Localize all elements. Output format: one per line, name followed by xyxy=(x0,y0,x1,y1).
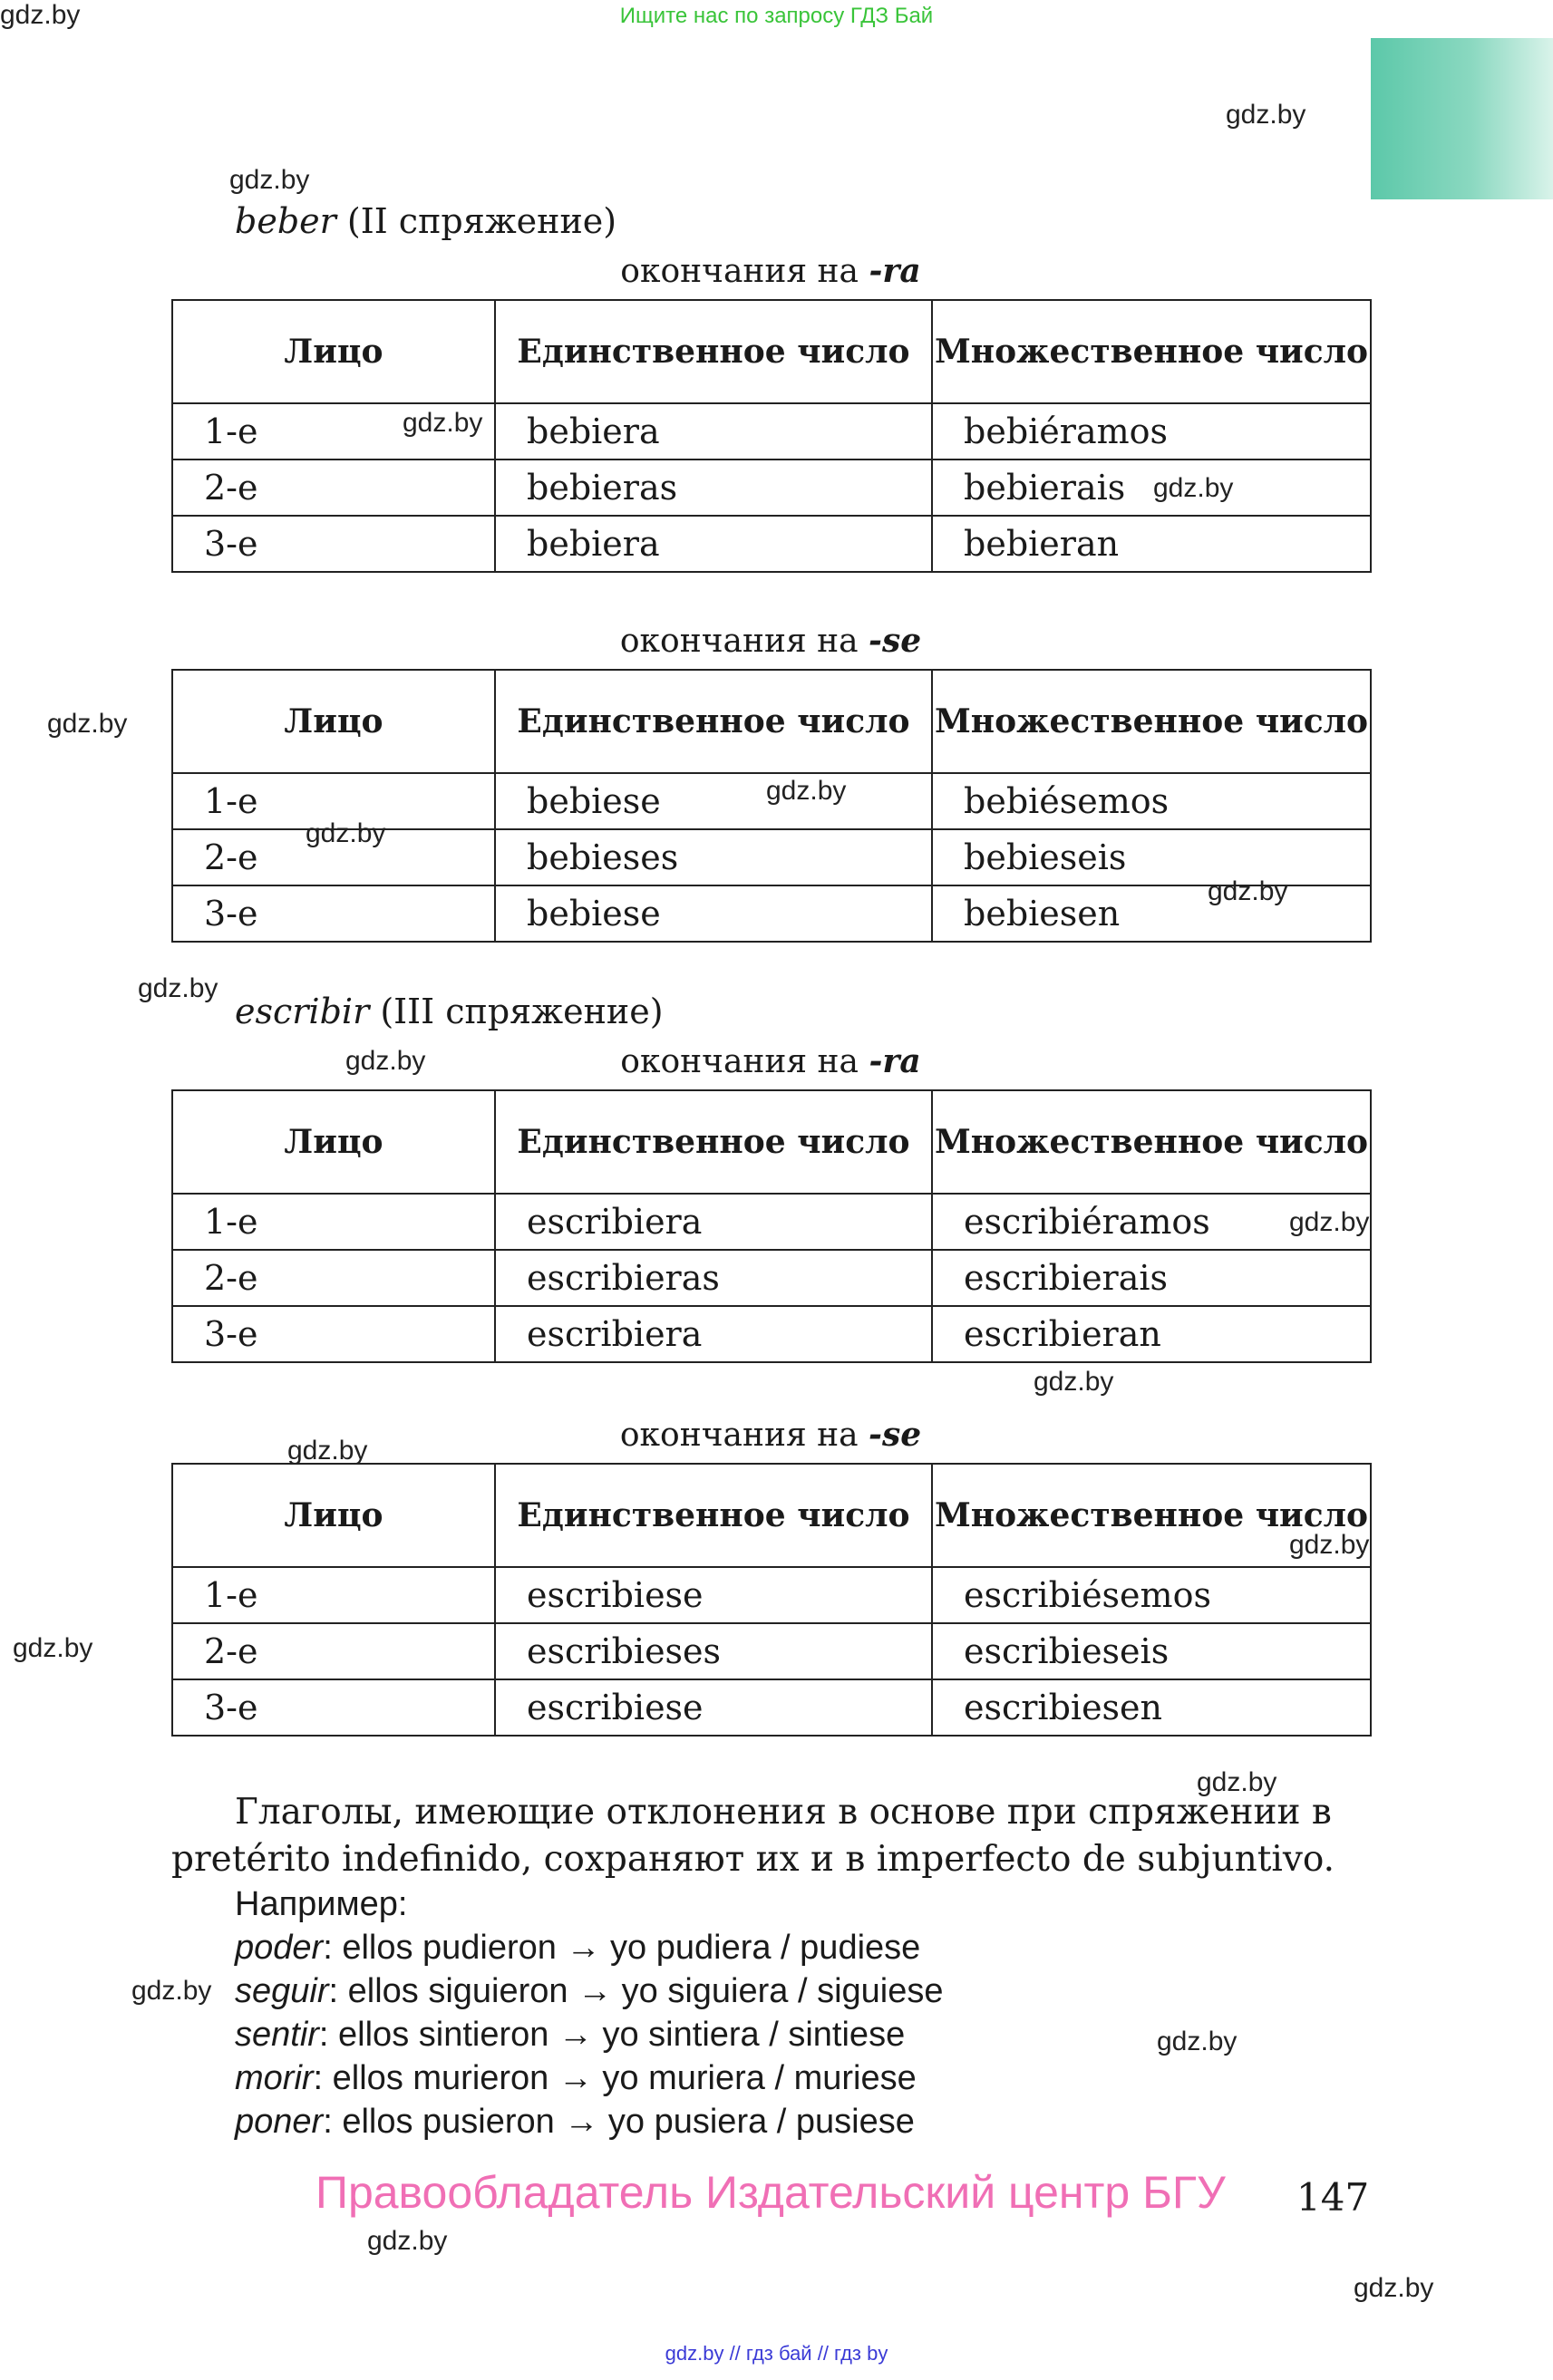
section-heading-beber xyxy=(235,201,616,241)
header-person: Лицо xyxy=(172,300,495,403)
header-person: Лицо xyxy=(172,670,495,773)
example-verb: sentir xyxy=(235,2016,319,2054)
conjugation-table-beber-ra xyxy=(171,299,1372,573)
conjugation-table-escribir-se xyxy=(171,1463,1372,1737)
header-singular: Единственное число xyxy=(495,1090,932,1194)
person-cell: 2-е xyxy=(172,1623,495,1679)
watermark: gdz.by xyxy=(131,1976,212,2006)
watermark: gdz.by xyxy=(345,1046,426,1076)
singular-cell: bebieses xyxy=(495,829,932,885)
watermark: gdz.by xyxy=(47,709,128,739)
watermark: gdz.by xyxy=(1208,876,1288,906)
rule-paragraph: Глаголы, имеющие отклонения в основе при спряжении в pretérito indefinido, сохраняют их и в imperfecto de subjuntivo. xyxy=(171,1792,1335,1880)
person-cell: 3-е xyxy=(172,1679,495,1736)
plural-cell: bebierais xyxy=(932,460,1371,516)
example-verb: morir xyxy=(235,2059,314,2097)
caption-prefix: окончания на xyxy=(619,623,869,660)
watermark: gdz.by xyxy=(766,776,847,806)
person-cell: 1-е xyxy=(172,1194,495,1250)
table-row xyxy=(172,1679,1371,1736)
singular-cell: bebiera xyxy=(495,516,932,572)
singular-cell: escribieses xyxy=(495,1623,932,1679)
header-person: Лицо xyxy=(172,1090,495,1194)
watermark: gdz.by xyxy=(367,2226,448,2256)
section-heading-escribir xyxy=(235,992,664,1031)
table-row xyxy=(172,516,1371,572)
singular-cell: bebiese xyxy=(495,773,932,829)
page-corner-decoration xyxy=(1371,38,1553,199)
singular-cell: bebiera xyxy=(495,403,932,460)
example-text: : ellos sintieron → yo sintiera / sintiese xyxy=(318,2016,906,2054)
person-cell: 3-е xyxy=(172,516,495,572)
plural-cell: escribierais xyxy=(932,1250,1371,1306)
person-cell: 2-е xyxy=(172,460,495,516)
plural-cell: bebiésemos xyxy=(932,773,1371,829)
singular-cell: bebiese xyxy=(495,885,932,942)
header-person: Лицо xyxy=(172,1464,495,1567)
table-row xyxy=(172,1194,1371,1250)
page-number: 147 xyxy=(1296,2175,1370,2220)
table-row xyxy=(172,1623,1371,1679)
watermark: gdz.by xyxy=(1157,2027,1238,2056)
example-label: Например: xyxy=(235,1885,408,1923)
conjugation-label: (III спряжение) xyxy=(369,992,664,1031)
ending-ra: -ra xyxy=(869,1042,921,1080)
top-banner[interactable]: Ищите нас по запросу ГДЗ Бай xyxy=(619,4,934,28)
watermark: gdz.by xyxy=(1153,473,1234,503)
watermark: gdz.by xyxy=(1226,100,1306,130)
table-row xyxy=(172,1306,1371,1362)
singular-cell: bebieras xyxy=(495,460,932,516)
watermark: gdz.by xyxy=(1197,1767,1277,1797)
table-caption-ra xyxy=(171,252,1370,290)
header-plural: Множественное число xyxy=(932,670,1371,773)
conjugation-table-escribir-ra xyxy=(171,1089,1372,1363)
plural-cell: bebiéramos xyxy=(932,403,1371,460)
watermark: gdz.by xyxy=(287,1436,368,1466)
watermark: gdz.by xyxy=(1034,1367,1114,1397)
watermark: gdz.by xyxy=(1354,2273,1434,2303)
table-row xyxy=(172,1250,1371,1306)
bottom-links[interactable]: gdz.by // гдз бай // гдз by xyxy=(665,2342,888,2365)
watermark: gdz.by xyxy=(1289,1530,1370,1560)
example-verb: seguir xyxy=(235,1972,329,2010)
conjugation-label: (II спряжение) xyxy=(335,201,617,241)
example-line xyxy=(235,1929,920,1968)
example-line xyxy=(235,2103,915,2142)
plural-cell: escribiésemos xyxy=(932,1567,1371,1623)
person-cell: 3-е xyxy=(172,1306,495,1362)
ending-se: -se xyxy=(869,622,922,660)
header-singular: Единственное число xyxy=(495,1464,932,1567)
copyright-holder: Правообладатель Издательский центр БГУ xyxy=(315,2167,1226,2218)
person-cell: 2-е xyxy=(172,829,495,885)
person-cell: 2-е xyxy=(172,1250,495,1306)
singular-cell: escribiera xyxy=(495,1194,932,1250)
plural-cell: bebieran xyxy=(932,516,1371,572)
table-row xyxy=(172,403,1371,460)
person-cell: 1-е xyxy=(172,1567,495,1623)
verb-escribir: escribir xyxy=(235,992,370,1031)
plural-cell: escribiesen xyxy=(932,1679,1371,1736)
table-caption-se xyxy=(171,622,1370,660)
example-text: : ellos murieron → yo muriera / muriese xyxy=(313,2059,917,2097)
watermark: gdz.by xyxy=(403,408,483,438)
person-cell: 1-е xyxy=(172,773,495,829)
example-line xyxy=(235,1972,944,2011)
caption-prefix: окончания на xyxy=(619,1417,869,1454)
caption-prefix: окончания на xyxy=(620,253,869,290)
example-text: : ellos pusieron → yo pusiera / pusiese xyxy=(323,2103,915,2141)
watermark: gdz.by xyxy=(0,0,81,30)
header-singular: Единственное число xyxy=(495,300,932,403)
example-line xyxy=(235,2016,905,2055)
example-verb: poner xyxy=(235,2103,324,2141)
plural-cell: escribieran xyxy=(932,1306,1371,1362)
plural-cell: escribiéramos xyxy=(932,1194,1371,1250)
plural-cell: escribieseis xyxy=(932,1623,1371,1679)
singular-cell: escribieras xyxy=(495,1250,932,1306)
caption-prefix: окончания на xyxy=(620,1043,869,1080)
person-cell: 3-е xyxy=(172,885,495,942)
example-line xyxy=(235,2059,917,2098)
ending-ra: -ra xyxy=(869,252,921,290)
header-plural: Множественное число xyxy=(932,1464,1371,1567)
person-cell: 1-е xyxy=(172,403,495,460)
example-text: : ellos pudieron → yo pudiera / pudiese xyxy=(323,1929,921,1967)
header-singular: Единственное число xyxy=(495,670,932,773)
watermark: gdz.by xyxy=(229,165,310,195)
watermark: gdz.by xyxy=(306,818,386,848)
header-plural: Множественное число xyxy=(932,300,1371,403)
table-row xyxy=(172,885,1371,942)
singular-cell: escribiese xyxy=(495,1679,932,1736)
watermark: gdz.by xyxy=(13,1633,93,1663)
example-text: : ellos siguieron → yo siguiera / siguiese xyxy=(328,1972,944,2010)
watermark: gdz.by xyxy=(138,973,218,1003)
verb-beber: beber xyxy=(235,201,336,241)
singular-cell: escribiese xyxy=(495,1567,932,1623)
header-plural: Множественное число xyxy=(932,1090,1371,1194)
plural-cell: bebiesen xyxy=(932,885,1371,942)
example-verb: poder xyxy=(235,1929,324,1967)
watermark: gdz.by xyxy=(1289,1207,1370,1237)
ending-se: -se xyxy=(869,1416,922,1454)
table-row xyxy=(172,1567,1371,1623)
singular-cell: escribiera xyxy=(495,1306,932,1362)
plural-cell: bebieseis xyxy=(932,829,1371,885)
